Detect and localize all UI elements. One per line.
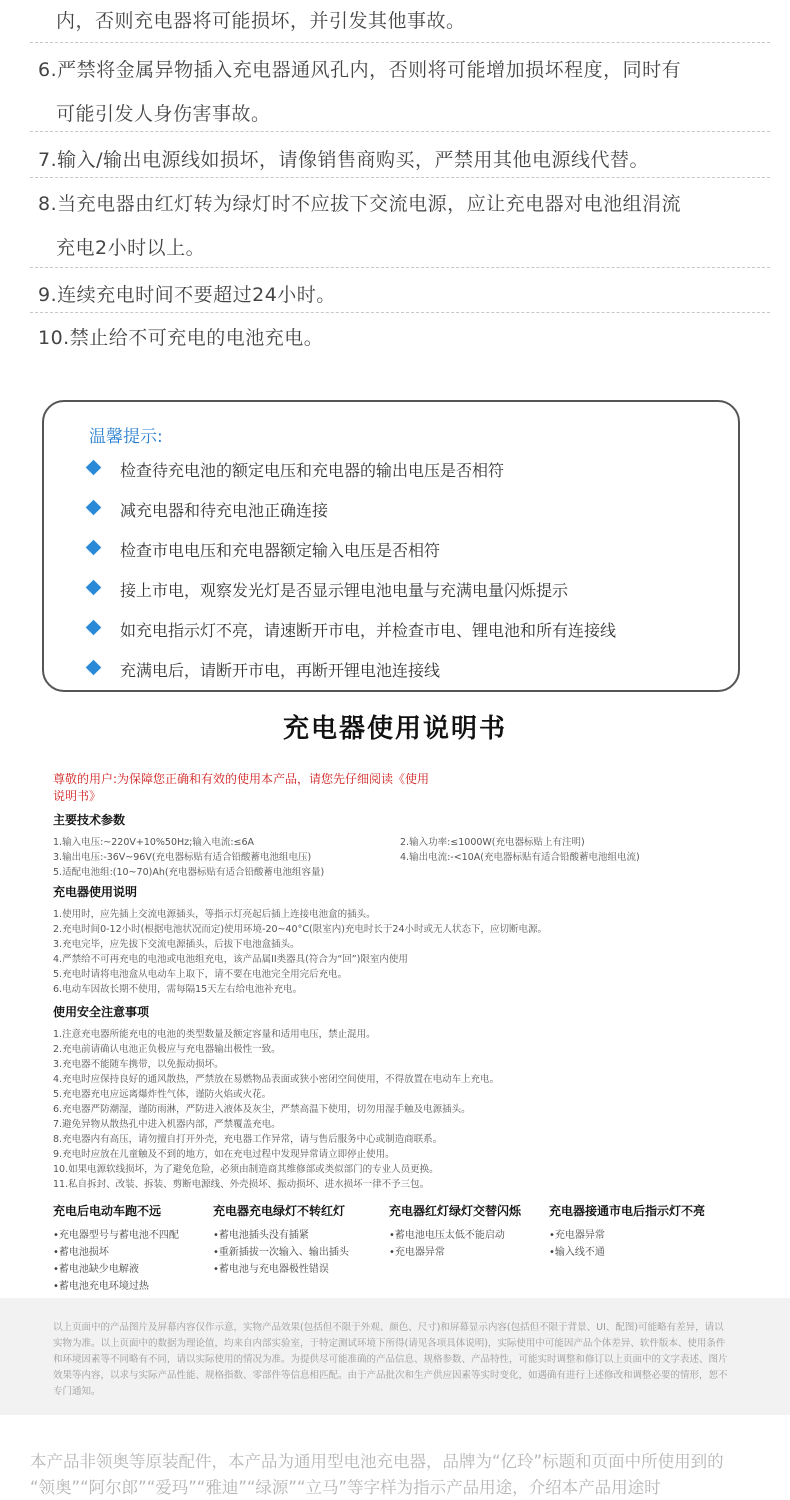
faq-item: •充电器型号与蓄电池不四配: [53, 1230, 179, 1241]
tips-title: 温馨提示:: [89, 427, 163, 447]
diamond-bullet-icon: [86, 500, 102, 516]
tip-item: 充满电后，请断开市电，再断开锂电池连接线: [120, 658, 440, 681]
usage-item: 4.严禁给不可再充电的电池或电池组充电，该产品属II类器具(符合为“回”)限室内使用: [53, 954, 408, 965]
faq-item: •蓄电池电压太低不能启动: [389, 1230, 505, 1241]
spec-item: 4.输出电流:-<10A(充电器标贴有适合铅酸蓄电池组电流): [400, 852, 640, 863]
divider: [30, 312, 770, 313]
faq-item: •蓄电池充电环境过热: [53, 1281, 149, 1292]
brand-note: [0, 1418, 790, 1500]
divider: [30, 177, 770, 178]
diamond-bullet-icon: [86, 660, 102, 676]
safety-item: 4.充电时应保持良好的通风散热，严禁放在易燃物品表面或狭小密闭空间使用，不得放置在电动车上充电。: [53, 1074, 500, 1085]
list-item: 7.输入/输出电源线如损坏，请像销售商购买，严禁用其他电源线代替。: [38, 149, 650, 171]
safety-section-title: 使用安全注意事项: [53, 1005, 150, 1019]
tip-item: 检查待充电池的额定电压和充电器的输出电压是否相符: [120, 458, 504, 481]
spec-item: 5.适配电池组:(10~70)Ah(充电器标贴有适合铅酸蓄电池组容量): [53, 867, 325, 878]
list-item: 6.严禁将金属异物插入充电器通风孔内，否则将可能增加损坏程度，同时有: [38, 59, 682, 81]
list-item: 10.禁止给不可充电的电池充电。: [38, 327, 324, 349]
tip-item: 如充电指示灯不亮，请速断开市电，并检查市电、锂电池和所有连接线: [120, 618, 616, 641]
safety-item: 2.充电前请确认电池正负极应与充电器输出极性一致。: [53, 1044, 281, 1055]
faq-item: •蓄电池插头没有插紧: [213, 1230, 309, 1241]
faq-item: •蓄电池缺少电解液: [53, 1264, 139, 1275]
manual-intro: 尊敬的用户:为保障您正确和有效的使用本产品，请您先仔细阅读《使用说明书》: [53, 772, 430, 803]
safety-item: 1.注意充电器所能充电的电池的类型数量及额定容量和适用电压，禁止混用。: [53, 1029, 376, 1040]
safety-item: 10.如果电源软线损坏，为了避免危险，必须由制造商其维修部或类似部门的专业人员更换。: [53, 1164, 439, 1175]
safety-item: 9.充电时应放在儿童触及不到的地方，如在充电过程中发现异常请立即停止使用。: [53, 1149, 395, 1160]
manual-title: 充电器使用说明书: [282, 714, 507, 744]
faq-title: 充电器接通市电后指示灯不亮: [549, 1204, 706, 1218]
tips-box: [42, 400, 740, 692]
disclaimer-panel: [0, 1298, 790, 1415]
list-item: 8.当充电器由红灯转为绿灯时不应拔下交流电源，应让充电器对电池组涓流: [38, 193, 682, 215]
faq-item: •蓄电池与充电器极性错误: [213, 1264, 329, 1275]
faq-item: •重新插拔一次输入、输出插头: [213, 1247, 349, 1258]
spec-item: 1.输入电压:~220V+10%50Hz;输入电流:≤6A: [53, 837, 255, 848]
diamond-bullet-icon: [86, 580, 102, 596]
safety-item: 3.充电器不能随车携带，以免振动损坏。: [53, 1059, 224, 1070]
list-item: 9.连续充电时间不要超过24小时。: [38, 284, 336, 306]
usage-section-title: 充电器使用说明: [53, 885, 138, 899]
divider: [30, 267, 770, 268]
safety-item: 7.避免异物从散热孔中进入机器内部，严禁覆盖充电。: [53, 1119, 281, 1130]
list-item: 可能引发人身伤害事故。: [56, 103, 271, 125]
divider: [30, 131, 770, 132]
faq-item: •充电器异常: [549, 1230, 605, 1241]
faq-title: 充电器充电绿灯不转红灯: [213, 1204, 346, 1218]
disclaimer-text: 以上页面中的产品图片及屏幕内容仅作示意，实物产品效果(包括但不限于外观、颜色、尺寸)和屏幕显示内容(包括但不限于背景、UI、配图)可能略有差异，请以实物为准。以上页面中的数据为理论值，均来自内部实验室，于特定测试环境下所得(请见各项具体说明)，实际使用中可能因产品个体差异、软件版本、使用条件和环境因素等不同略有不同，请以实际使用的情况为准。为提供尽可能准确的产品信息、规格参数、产品特性，可能实时调整和修订以上页面中的文字表述、图片效果等内容，以求与实际产品性能、规格指数、零部件等信息相匹配。由于产品批次和生产供应因素等实时变化，如遇确有进行上述修改和调整必要的情形，恕不专门通知。: [53, 1322, 728, 1397]
diamond-bullet-icon: [86, 460, 102, 476]
usage-item: 6.电动车因故长期不使用，需每隔15天左右给电池补充电。: [53, 984, 303, 995]
safety-item: 6.充电器严防潮湿，谨防雨淋，严防进入液体及灰尘，严禁高温下使用，切勿用湿手触及电源插头。: [53, 1104, 471, 1115]
faq-item: •输入线不通: [549, 1247, 605, 1258]
list-item: 充电2小时以上。: [56, 237, 206, 259]
tip-item: 减充电器和待充电池正确连接: [120, 498, 328, 521]
diamond-bullet-icon: [86, 540, 102, 556]
faq-title: 充电器红灯绿灯交替闪烁: [389, 1204, 522, 1218]
diamond-bullet-icon: [86, 620, 102, 636]
usage-item: 3.充电完毕，应先拔下交流电源插头，后拔下电池盒插头。: [53, 939, 300, 950]
usage-item: 2.充电时间0-12小时(根据电池状况而定)使用环境-20~40°C(限室内)充电时长于24小时或无人状态下，应切断电源。: [53, 924, 547, 935]
tip-item: 接上市电，观察发光灯是否显示锂电池电量与充满电量闪烁提示: [120, 578, 568, 601]
faq-title: 充电后电动车跑不远: [53, 1204, 162, 1218]
spec-section-title: 主要技术参数: [53, 813, 126, 827]
safety-item: 5.充电器充电应远离爆炸性气体，谨防火焰或火花。: [53, 1089, 272, 1100]
divider: [30, 42, 770, 43]
safety-item: 11.私自拆封、改装、拆装、剪断电源线、外壳损坏、振动损坏、进水损坏一律不予三包。: [53, 1179, 430, 1190]
faq-item: •充电器异常: [389, 1247, 445, 1258]
spec-item: 3.输出电压:-36V~96V(充电器标贴有适合铅酸蓄电池组电压): [53, 852, 312, 863]
safety-item: 8.充电器内有高压，请勿擅自打开外壳，充电器工作异常，请与售后服务中心或制造商联系。: [53, 1134, 443, 1145]
spec-item: 2.输入功率:≤1000W(充电器标贴上有注明): [400, 837, 585, 848]
brand-note-line: 本产品非领奥等原装配件，本产品为通用型电池充电器，品牌为“亿玲”标题和页面中所使用到的: [30, 1452, 724, 1471]
tip-item: 检查市电电压和充电器额定输入电压是否相符: [120, 538, 440, 561]
usage-item: 1.使用时，应先插上交流电源插头，等指示灯亮起后插上连接电池盒的插头。: [53, 909, 376, 920]
brand-note-line: “领奥”“阿尔郎”“爱玛”“雅迪”“绿源”“立马”等字样为指示产品用途，介绍本产品用途时: [30, 1478, 661, 1497]
usage-item: 5.充电时请将电池盒从电动车上取下，请不要在电池完全用完后充电。: [53, 969, 348, 980]
list-item: 内，否则充电器将可能损坏，并引发其他事故。: [56, 10, 466, 32]
faq-item: •蓄电池损坏: [53, 1247, 109, 1258]
